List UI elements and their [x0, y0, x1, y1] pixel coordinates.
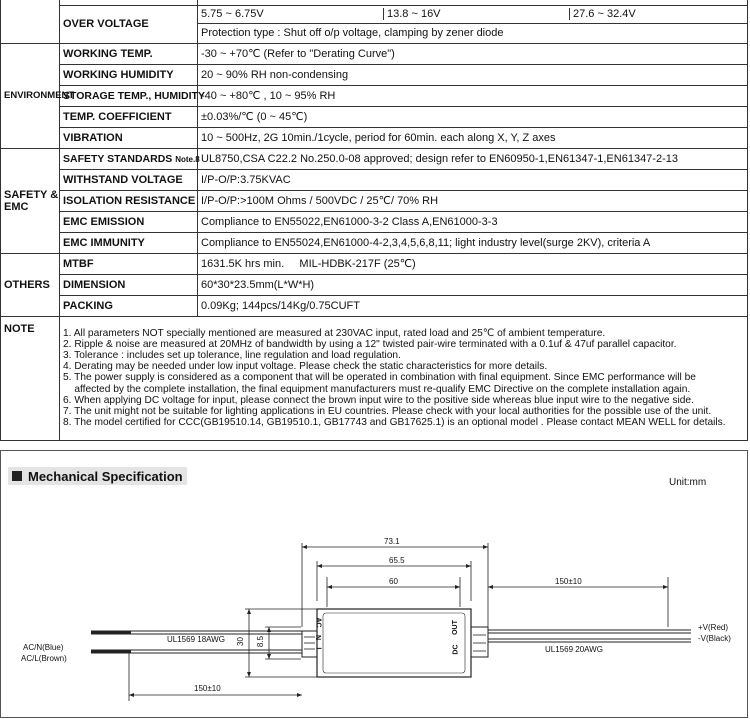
safety-standards-label: SAFETY STANDARDS Note.8 — [60, 148, 198, 169]
note-8: 8. The model certified for CCC(GB19510.14, GB19510.1, GB17743 and GB17625.1) is an optional model . Please contact MEAN WELL for details. — [63, 416, 726, 428]
temp-coefficient-value: ±0.03%/℃ (0 ~ 45℃) — [198, 106, 748, 127]
dim-inner: 65.5 — [389, 556, 405, 565]
note-2: 2. Ripple & noise are measured at 20MHz of bandwidth by using a 12" twisted pair-wire terminated with a 0.1uf & 47uf parallel capacitor. — [63, 339, 677, 351]
dim-pin: 8.5 — [256, 635, 266, 648]
environment-group: ENVIRONMENT — [1, 43, 60, 148]
notes-cell — [60, 316, 748, 440]
dim-body: 60 — [389, 577, 398, 586]
storage-temp-label: STORAGE TEMP., HUMIDITY — [60, 85, 198, 106]
note-label: NOTE — [1, 316, 60, 440]
emc-immunity-value: Compliance to EN55024,EN61000-4-2,3,4,5,6,8,11; light industry level(surge 2KV), criteria A — [198, 232, 748, 253]
psu-housing — [302, 609, 488, 677]
over-voltage-label: OVER VOLTAGE — [60, 5, 198, 43]
dim-wire-out: 150±10 — [555, 577, 582, 586]
isolation-resistance-label: ISOLATION RESISTANCE — [60, 190, 198, 211]
note-6: 6. When applying DC voltage for input, please connect the brown input wire to the positive side whereas blue input wire to the negative side. — [63, 394, 694, 406]
ov-range-2: 13.8 ~ 16V — [383, 8, 569, 20]
over-voltage-row — [1, 5, 748, 23]
ov-range-1: 5.75 ~ 6.75V — [201, 8, 264, 20]
isolation-resistance-value: I/P-O/P:>100M Ohms / 500VDC / 25℃/ 70% RH — [198, 190, 748, 211]
mtbf-label: MTBF — [60, 253, 198, 274]
note-7: 7. The unit might not be suitable for lighting applications in EU countries. Please check with your local authorities for the possible use of the unit. — [63, 405, 712, 417]
mtbf-value: 1631.5K hrs min. MIL-HDBK-217F (25℃) — [198, 253, 748, 274]
working-humidity-value: 20 ~ 90% RH non-condensing — [198, 64, 748, 85]
withstand-voltage-label: WITHSTAND VOLTAGE — [60, 169, 198, 190]
ac-mark: AC — [314, 617, 322, 628]
dim-height: 30 — [235, 637, 245, 646]
others-group: OTHERS — [1, 253, 60, 316]
vibration-value: 10 ~ 500Hz, 2G 10min./1cycle, period for 60min. each along X, Y, Z axes — [198, 127, 748, 148]
ov-range-3: 27.6 ~ 32.4V — [569, 8, 747, 20]
temp-coefficient-label: TEMP. COEFFICIENT — [60, 106, 198, 127]
working-temp-value: -30 ~ +70℃ (Refer to "Derating Curve") — [198, 43, 748, 64]
packing-label: PACKING — [60, 295, 198, 316]
safety-standards-value: UL8750,CSA C22.2 No.250.0-08 approved; design refer to EN60950-1,EN61347-1,EN61347-2-13 — [198, 148, 748, 169]
note-1: 1. All parameters NOT specially mentioned are measured at 230VAC input, rated load and 25℃ of ambient temperature. — [63, 328, 606, 340]
mechanical-drawing — [1, 451, 749, 719]
note-5b: affected by the complete installation, the final equipment manufacturers must re-qualify EMC Directive on the complete installation again. — [63, 383, 691, 395]
out-mark: OUT — [451, 620, 459, 635]
dim-overall: 73.1 — [384, 537, 400, 546]
ac-l-mark: L — [314, 647, 322, 652]
note-5: 5. The power supply is considered as a component that will be operated in combination with final equipment. Since EMC performance will be — [63, 372, 696, 384]
emc-emission-value: Compliance to EN55022,EN61000-3-2 Class A,EN61000-3-3 — [198, 211, 748, 232]
wire-in-label: UL1569 18AWG — [167, 635, 225, 644]
safety-group — [1, 148, 60, 253]
safety-group-line2: EMC — [4, 200, 29, 213]
ac-n-label: AC/N(Blue) — [23, 643, 64, 652]
mechanical-title-text: Mechanical Specification — [28, 468, 183, 484]
dim-wire-in: 150±10 — [194, 684, 221, 693]
safety-note-ref: Note.8 — [175, 154, 200, 164]
v-pos-label: +V(Red) — [698, 623, 729, 632]
note-4: 4. Derating may be needed under low input voltage. Please check the static characteristics for more details. — [63, 361, 548, 373]
packing-value: 0.09Kg; 144pcs/14Kg/0.75CUFT — [198, 295, 748, 316]
emc-immunity-label: EMC IMMUNITY — [60, 232, 198, 253]
dimension-label: DIMENSION — [60, 274, 198, 295]
safety-group-line1: SAFETY & — [4, 188, 59, 201]
over-voltage-protection: Protection type : Shut off o/p voltage, clamping by zener diode — [198, 23, 748, 43]
ac-n-mark: N — [314, 634, 322, 641]
working-humidity-label: WORKING HUMIDITY — [60, 64, 198, 85]
working-temp-label: WORKING TEMP. — [60, 43, 198, 64]
emc-emission-label: EMC EMISSION — [60, 211, 198, 232]
ac-l-label: AC/L(Brown) — [21, 654, 67, 663]
v-neg-label: -V(Black) — [698, 634, 731, 643]
mechanical-section — [0, 450, 748, 718]
note-3: 3. Tolerance : includes set up tolerance, line regulation and load regulation. — [63, 350, 401, 362]
unit-label: Unit:mm — [669, 477, 707, 488]
dc-mark: DC — [452, 644, 460, 655]
over-voltage-ranges — [198, 8, 747, 20]
wire-out-label: UL1569 20AWG — [545, 645, 603, 654]
withstand-voltage-value: I/P-O/P:3.75KVAC — [198, 169, 748, 190]
storage-temp-value: -40 ~ +80℃ , 10 ~ 95% RH — [198, 85, 748, 106]
vibration-label: VIBRATION — [60, 127, 198, 148]
dimension-value: 60*30*23.5mm(L*W*H) — [198, 274, 748, 295]
